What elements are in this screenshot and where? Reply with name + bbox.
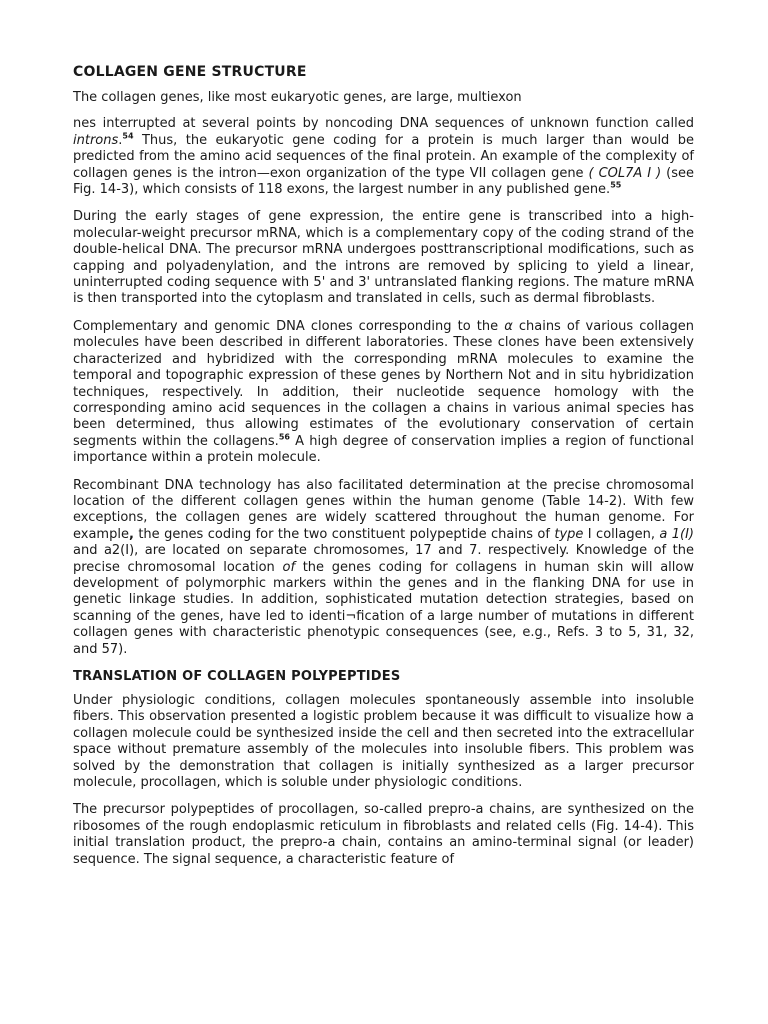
text-run: (see Fig. 14-3), which consists of 118 exons, the largest number in any published gene.	[73, 165, 694, 198]
italic-term: introns	[73, 132, 119, 148]
greek-alpha: α	[504, 318, 513, 334]
italic-gene-name: ( COL7A I )	[588, 165, 662, 181]
text-run: nes interrupted at several points by noncoding DNA sequences of unknown function called	[73, 116, 694, 132]
text-run: A high degree of conservation implies a region of functional importance within a protein molecule.	[73, 433, 694, 466]
text-run: Complementary and genomic DNA clones corresponding to the	[73, 318, 505, 334]
text-run: chains of various collagen molecules have been described in different laboratories. These clones have been extensively characterized and hybridized with the corresponding mRNA molecules to examine the temporal and topographic expression of these genes by Northern Not and in situ hybridization techniques, respectively. In addition, their nucleotide sequence homology with the corresponding amino acid sequences in the collagen a chains in various animal species has been determined, thus allowing estimates of the evolutionary conservation of certain segments within the collagens.	[73, 318, 694, 449]
lead-paragraph: The collagen genes, like most eukaryotic genes, are large, multiexon	[73, 90, 522, 105]
text-run: .	[118, 132, 123, 148]
text-run: the genes coding for the two constituent polypeptide chains of	[133, 526, 555, 542]
paragraph-dna-clones	[73, 319, 694, 467]
paragraph-precursor-polypeptides: The precursor polypeptides of procollagen, so-called prepro-a chains, are synthesized on the ribosomes of the rough endoplasmic reticulum in fibroblasts and related cells (Fig. 14-4). This initial translation product, the prepro-a chain, contains an amino-terminal signal (or leader) sequence. The signal sequence, a characteristic feature of	[73, 802, 694, 867]
italic-chain-name: a 1(I)	[659, 526, 694, 542]
text-run: Thus, the eukaryotic gene coding for a protein is much larger than would be predicted from the amino acid sequences of the final protein. An example of the complexity of collagen genes is the intron—exon organization of the type VII collagen gene	[73, 132, 694, 181]
paragraph-gene-expression: During the early stages of gene expression, the entire gene is transcribed into a high-molecular-weight precursor mRNA, which is a complementary copy of the coding strand of the double-helical DNA. The precursor mRNA undergoes posttranscriptional modifications, such as capping and polyadenylation, and the introns are removed by splicing to yield a linear, uninterrupted coding sequence with 5' and 3' untranslated flanking regions. The mature mRNA is then transported into the cytoplasm and translated in cells, such as dermal fibroblasts.	[73, 209, 694, 307]
italic-term: type	[554, 526, 584, 542]
text-run: the genes coding for collagens in human skin will allow development of polymorphic markers within the genes and in the flanking DNA for use in genetic linkage studies. In addition, sophisticated mutation detection strategies, based on scanning of the genes, have led to identi¬fication of a large number of mutations in different collagen genes with characteristic phenotypic consequences (see, e.g., Refs. 3 to 5, 31, 32, and 57).	[73, 559, 694, 657]
paragraph-recombinant-dna	[73, 478, 694, 658]
document-page	[73, 64, 694, 879]
bold-comma: ,	[128, 526, 134, 542]
section-heading-collagen-gene-structure: COLLAGEN GENE STRUCTURE	[73, 64, 307, 80]
reference-marker: 55	[610, 180, 622, 190]
paragraph-introns	[73, 116, 694, 198]
reference-marker: 54	[122, 131, 134, 141]
text-run: I collagen,	[583, 526, 660, 542]
italic-term: of	[282, 559, 296, 575]
text-run: Recombinant DNA technology has also facilitated determination at the precise chromosomal location of the different collagen genes within the human genome (Table 14-2). With few exceptions, the collagen genes are widely scattered throughout the human genome. For example	[73, 477, 694, 542]
text-run: and a2(I), are located on separate chromosomes, 17 and 7. respectively. Knowledge of the precise chromosomal location	[73, 543, 694, 575]
section-heading-translation: TRANSLATION OF COLLAGEN POLYPEPTIDES	[73, 669, 401, 684]
reference-marker: 56	[278, 432, 290, 442]
paragraph-physiologic-conditions: Under physiologic conditions, collagen molecules spontaneously assemble into insoluble fibers. This observation presented a logistic problem because it was difficult to visualize how a collagen molecule could be synthesized inside the cell and then secreted into the extracellular space without premature assembly of the molecules into insoluble fibers. This problem was solved by the demonstration that collagen is initially synthesized as a larger precursor molecule, procollagen, which is soluble under physiologic conditions.	[73, 693, 694, 791]
